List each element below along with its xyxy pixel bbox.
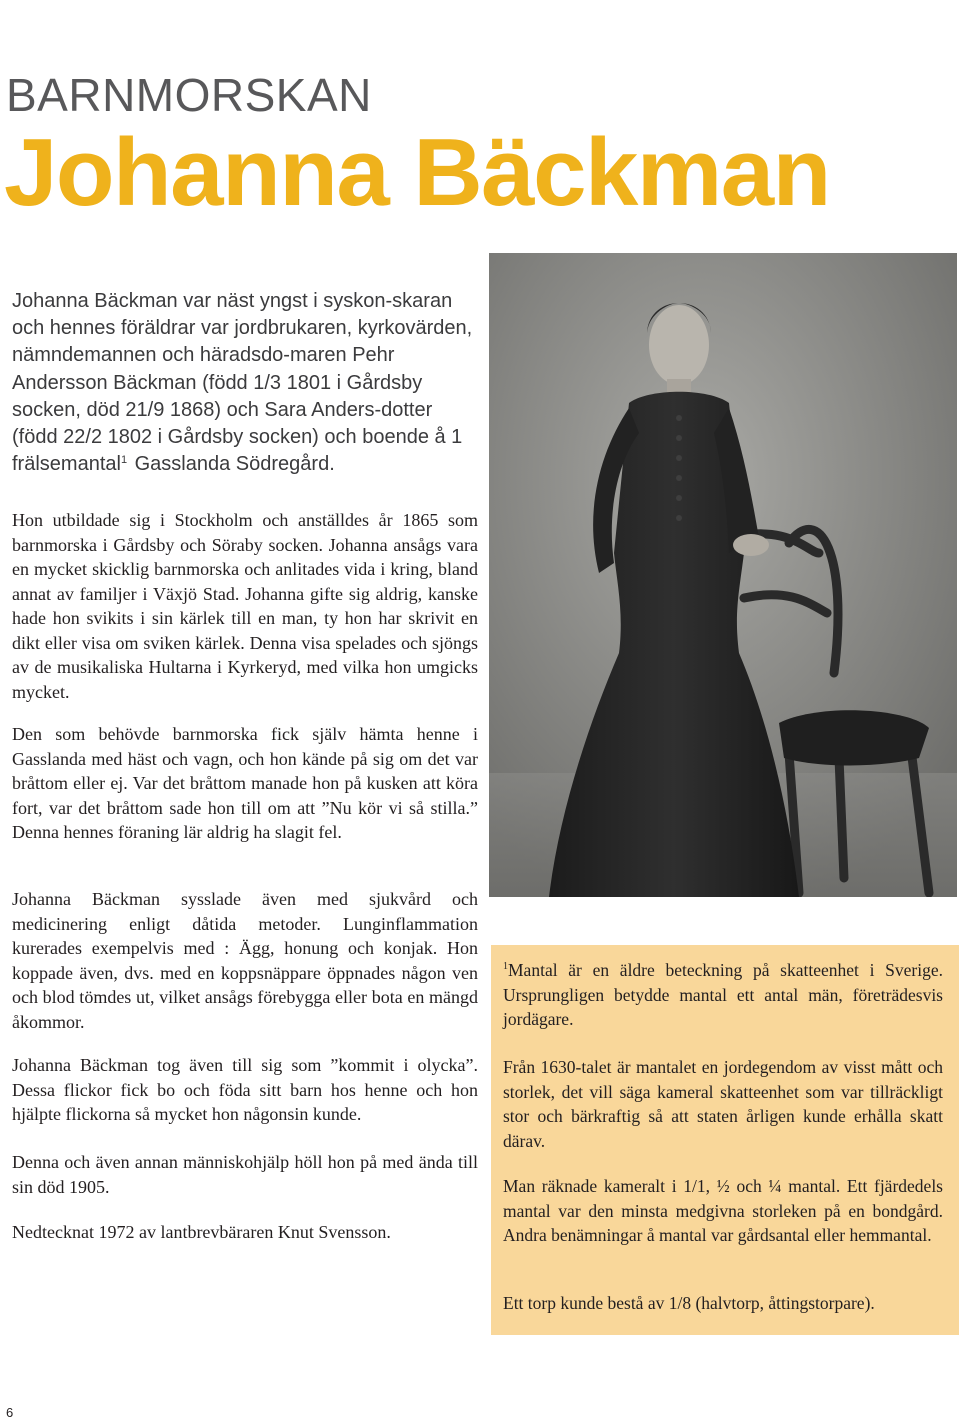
- lead-text-end: Gasslanda Södregård.: [134, 453, 335, 476]
- lead-paragraph: [12, 288, 482, 478]
- body-paragraph-6: Nedtecknat 1972 av lantbrevbäraren Knut Svensson.: [12, 1222, 391, 1242]
- footnote-1: [503, 958, 943, 1032]
- page-title: Johanna Bäckman: [4, 119, 830, 226]
- footnote-paragraph-3: Man räknade kameralt i 1/1, ½ och ¼ mantal. Ett fjärdedels mantal var den minsta medgivna storleken på en bondgård. Andra benämningar å mantal var gårdsantal eller hemmantal.: [503, 1176, 943, 1245]
- body-paragraph-4: Johanna Bäckman tog även till sig som ”kommit i olycka”. Dessa flickor fick bo och föda sitt barn hos henne och hon hjälpte flickorna så mycket hon någonsin kunde.: [12, 1055, 478, 1124]
- body-paragraph-3: Johanna Bäckman sysslade även med sjukvård och medicinering enligt dåtida metoder. Lunginflammation kurerades exempelvis med : Ägg, honung och konjak. Hon koppade även, dvs. med en koppsnäppare öppnades någon ven och blod tömdes ut, vilket ansågs förebygga eller bota en mängd åkommor.: [12, 889, 478, 1032]
- footnote-1-text: Mantal är en äldre beteckning på skatteenhet i Sverige. Ursprungligen betydde mantal ett antal män, företrädesvis jordägare.: [503, 960, 943, 1029]
- lead-text: Johanna Bäckman var näst yngst i syskon-skaran och hennes föräldrar var jordbrukaren, kyrkovärden, nämndemannen och häradsdo-maren Pehr Andersson Bäckman (född 1/3 1801 i Gårdsby socken, död 21/9 1868) och Sara Anders-dotter (född 22/2 1802 i Gårdsby socken) och boende å 1 frälsemantal: [12, 290, 473, 476]
- footnote-box: [491, 945, 959, 1335]
- portrait-illustration: [489, 253, 957, 897]
- footnote-paragraph-4: Ett torp kunde bestå av 1/8 (halvtorp, åttingstorpare).: [503, 1293, 875, 1313]
- body-paragraph-1: Hon utbildade sig i Stockholm och anställdes år 1865 som barnmorska i Gårdsby och Söraby socken. Johanna ansågs vara en mycket skicklig barnmorska och anlitades vida i kring, bland annat av familjer i Växjö Stad. Johanna gifte sig aldrig, kanske hade hon svikits i sin kärlek till en man, ty hon har skrivit en dikt eller visa om sviken kärlek. Denna visa spelades och sjöngs av de musikaliska Hultarna i Kyrkeryd, med vilka hon umgicks mycket.: [12, 510, 478, 702]
- footnote-reference: 1: [120, 454, 128, 467]
- body-paragraph-2: Den som behövde barnmorska fick själv hämta henne i Gasslanda med häst och vagn, och hon kände på sig om det var bråttom eller ej. Var det bråttom manade hon på kusken att köra fort, var det bråttom sade hon till om att ”Nu kör vi så stilla.” Denna hennes föraning lär aldrig ha slagit fel.: [12, 724, 478, 842]
- body-paragraph-5: Denna och även annan människohjälp höll hon på med ända till sin död 1905.: [12, 1152, 478, 1197]
- footnote-paragraph-2: Från 1630-talet är mantalet en jordegendom av visst mått och storlek, det vill säga kameral skatteenhet som var tillräckligt stor och bärkraftig så att staten årligen kunde erhålla skatt därav.: [503, 1057, 943, 1151]
- section-kicker: BARNMORSKAN: [6, 69, 372, 121]
- portrait-photo: [489, 253, 957, 897]
- page-number: 6: [6, 1405, 14, 1420]
- footnote-marker: 1: [503, 961, 508, 972]
